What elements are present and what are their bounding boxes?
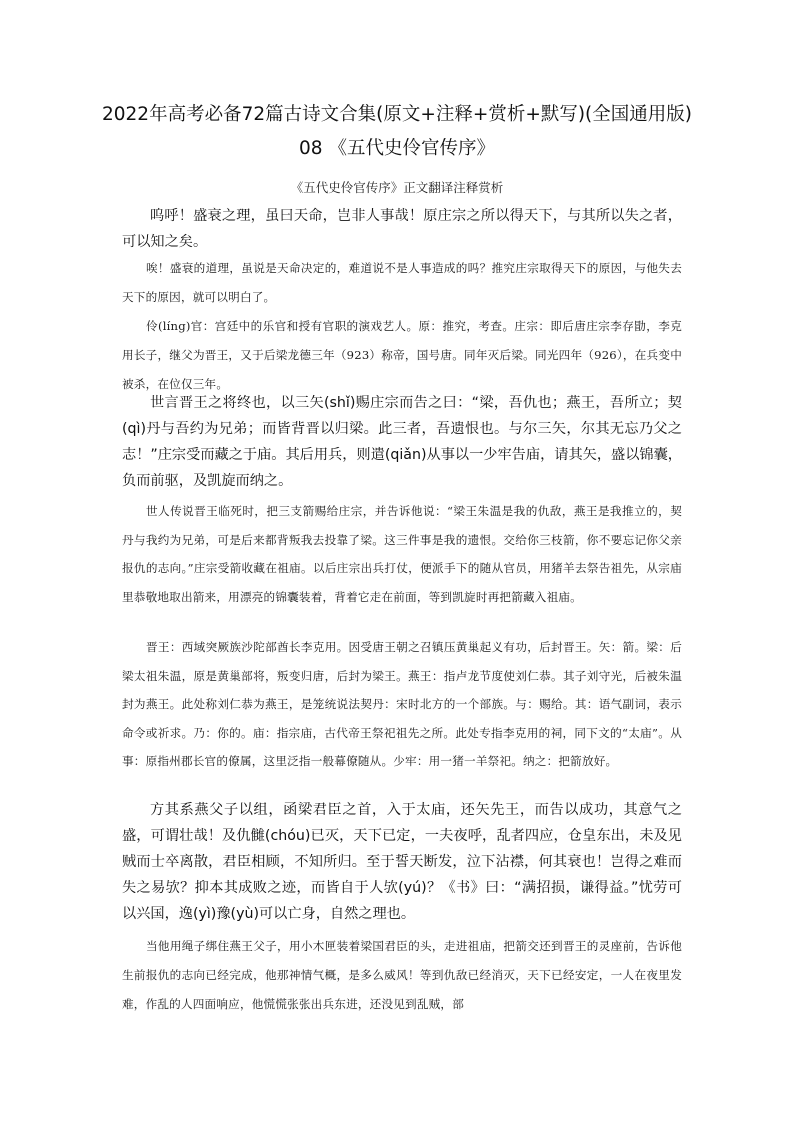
paragraph-original-3: 方其系燕父子以组，函梁君臣之首，入于太庙，还矢先王，而告以成功，其意气之盛，可谓壮哉！及仇雠(chóu)已灭，天下已定，一夫夜呼，乱者四应，仓皇东出，未及见贼而士卒离散，君臣相顾，不知所归。至于誓天断发，泣下沾襟，何其衰也！岂得之难而失之易欤？抑本其成败之迹，而皆自于人欤(yú)？《书》曰：“满招损，谦得益。”忧劳可以兴国，逸(yì)豫(yù)可以亡身，自然之理也。 [122, 802, 682, 922]
paragraph-translation-2: 世人传说晋王临死时，把三支箭赐给庄宗，并告诉他说：“梁王朱温是我的仇敌，燕王是我推立的，契丹与我约为兄弟，可是后来都背叛我去投靠了梁。这三件事是我的遗恨。交给你三枝箭，你不要忘记你父亲报仇的志向。”庄宗受箭收藏在祖庙。以后庄宗出兵打仗，便派手下的随从官员，用猪羊去祭告祖先，从宗庙里恭敬地取出箭来，用漂亮的锦囊装着，背着它走在前面，等到凯旋时再把箭藏入祖庙。 [122, 504, 682, 604]
paragraph-notes-1: 伶(líng)官：宫廷中的乐官和授有官职的演戏艺人。原：推究，考查。庄宗：即后唐庄宗李存勖，李克用长子，继父为晋王，又于后梁龙德三年（923）称帝，国号唐。同年灭后梁。同光四年（926），在兵变中被杀，在位仅三年。 [122, 319, 682, 391]
document-title: 2022年高考必备72篇古诗文合集(原文+注释+赏析+默写)(全国通用版) [102, 104, 692, 125]
document-subtitle: 08 《五代史伶官传序》 [299, 138, 495, 159]
paragraph-original-2: 世言晋王之将终也，以三矢(shǐ)赐庄宗而告之曰：“梁，吾仇也；燕王，吾所立；契(qì)丹与吾约为兄弟；而皆背晋以归梁。此三者，吾遗恨也。与尔三矢，尔其无忘乃父之志！”庄宗受而藏之于庙。其后用兵，则遣(qiǎn)从事以一少牢告庙，请其矢，盛以锦囊，负而前驱，及凯旋而纳之。 [122, 395, 682, 489]
paragraph-original-1: 呜呼！盛衰之理，虽曰天命，岂非人事哉！原庄宗之所以得天下，与其所以失之者，可以知之矣。 [122, 208, 682, 250]
paragraph-translation-1: 唉！盛衰的道理，虽说是天命决定的，难道说不是人事造成的吗？推究庄宗取得天下的原因，与他失去天下的原因，就可以明白了。 [122, 261, 682, 304]
section-heading: 《五代史伶官传序》正文翻译注释赏析 [290, 180, 504, 195]
paragraph-notes-2: 晋王：西域突厥族沙陀部酋长李克用。因受唐王朝之召镇压黄巢起义有功，后封晋王。矢：箭。梁：后梁太祖朱温，原是黄巢部将，叛变归唐，后封为梁王。燕王：指卢龙节度使刘仁恭。其子刘守光，后被朱温封为燕王。此处称刘仁恭为燕王，是笼统说法契丹：宋时北方的一个部族。与：赐给。其：语气副词，表示命令或祈求。乃：你的。庙：指宗庙，古代帝王祭祀祖先之所。此处专指李克用的祠，同下文的“太庙”。从事：原指州郡长官的僚属，这里泛指一般幕僚随从。少牢：用一猪一羊祭祀。纳之：把箭放好。 [122, 640, 682, 768]
paragraph-translation-3: 当他用绳子绑住燕王父子，用小木匣装着梁国君臣的头，走进祖庙，把箭交还到晋王的灵座前，告诉他生前报仇的志向已经完成，他那神情气概，是多么威风！等到仇敌已经消灭，天下已经安定，一人在夜里发难，作乱的人四面响应，他慌慌张张出兵东进，还没见到乱贼，部 [122, 939, 682, 1011]
